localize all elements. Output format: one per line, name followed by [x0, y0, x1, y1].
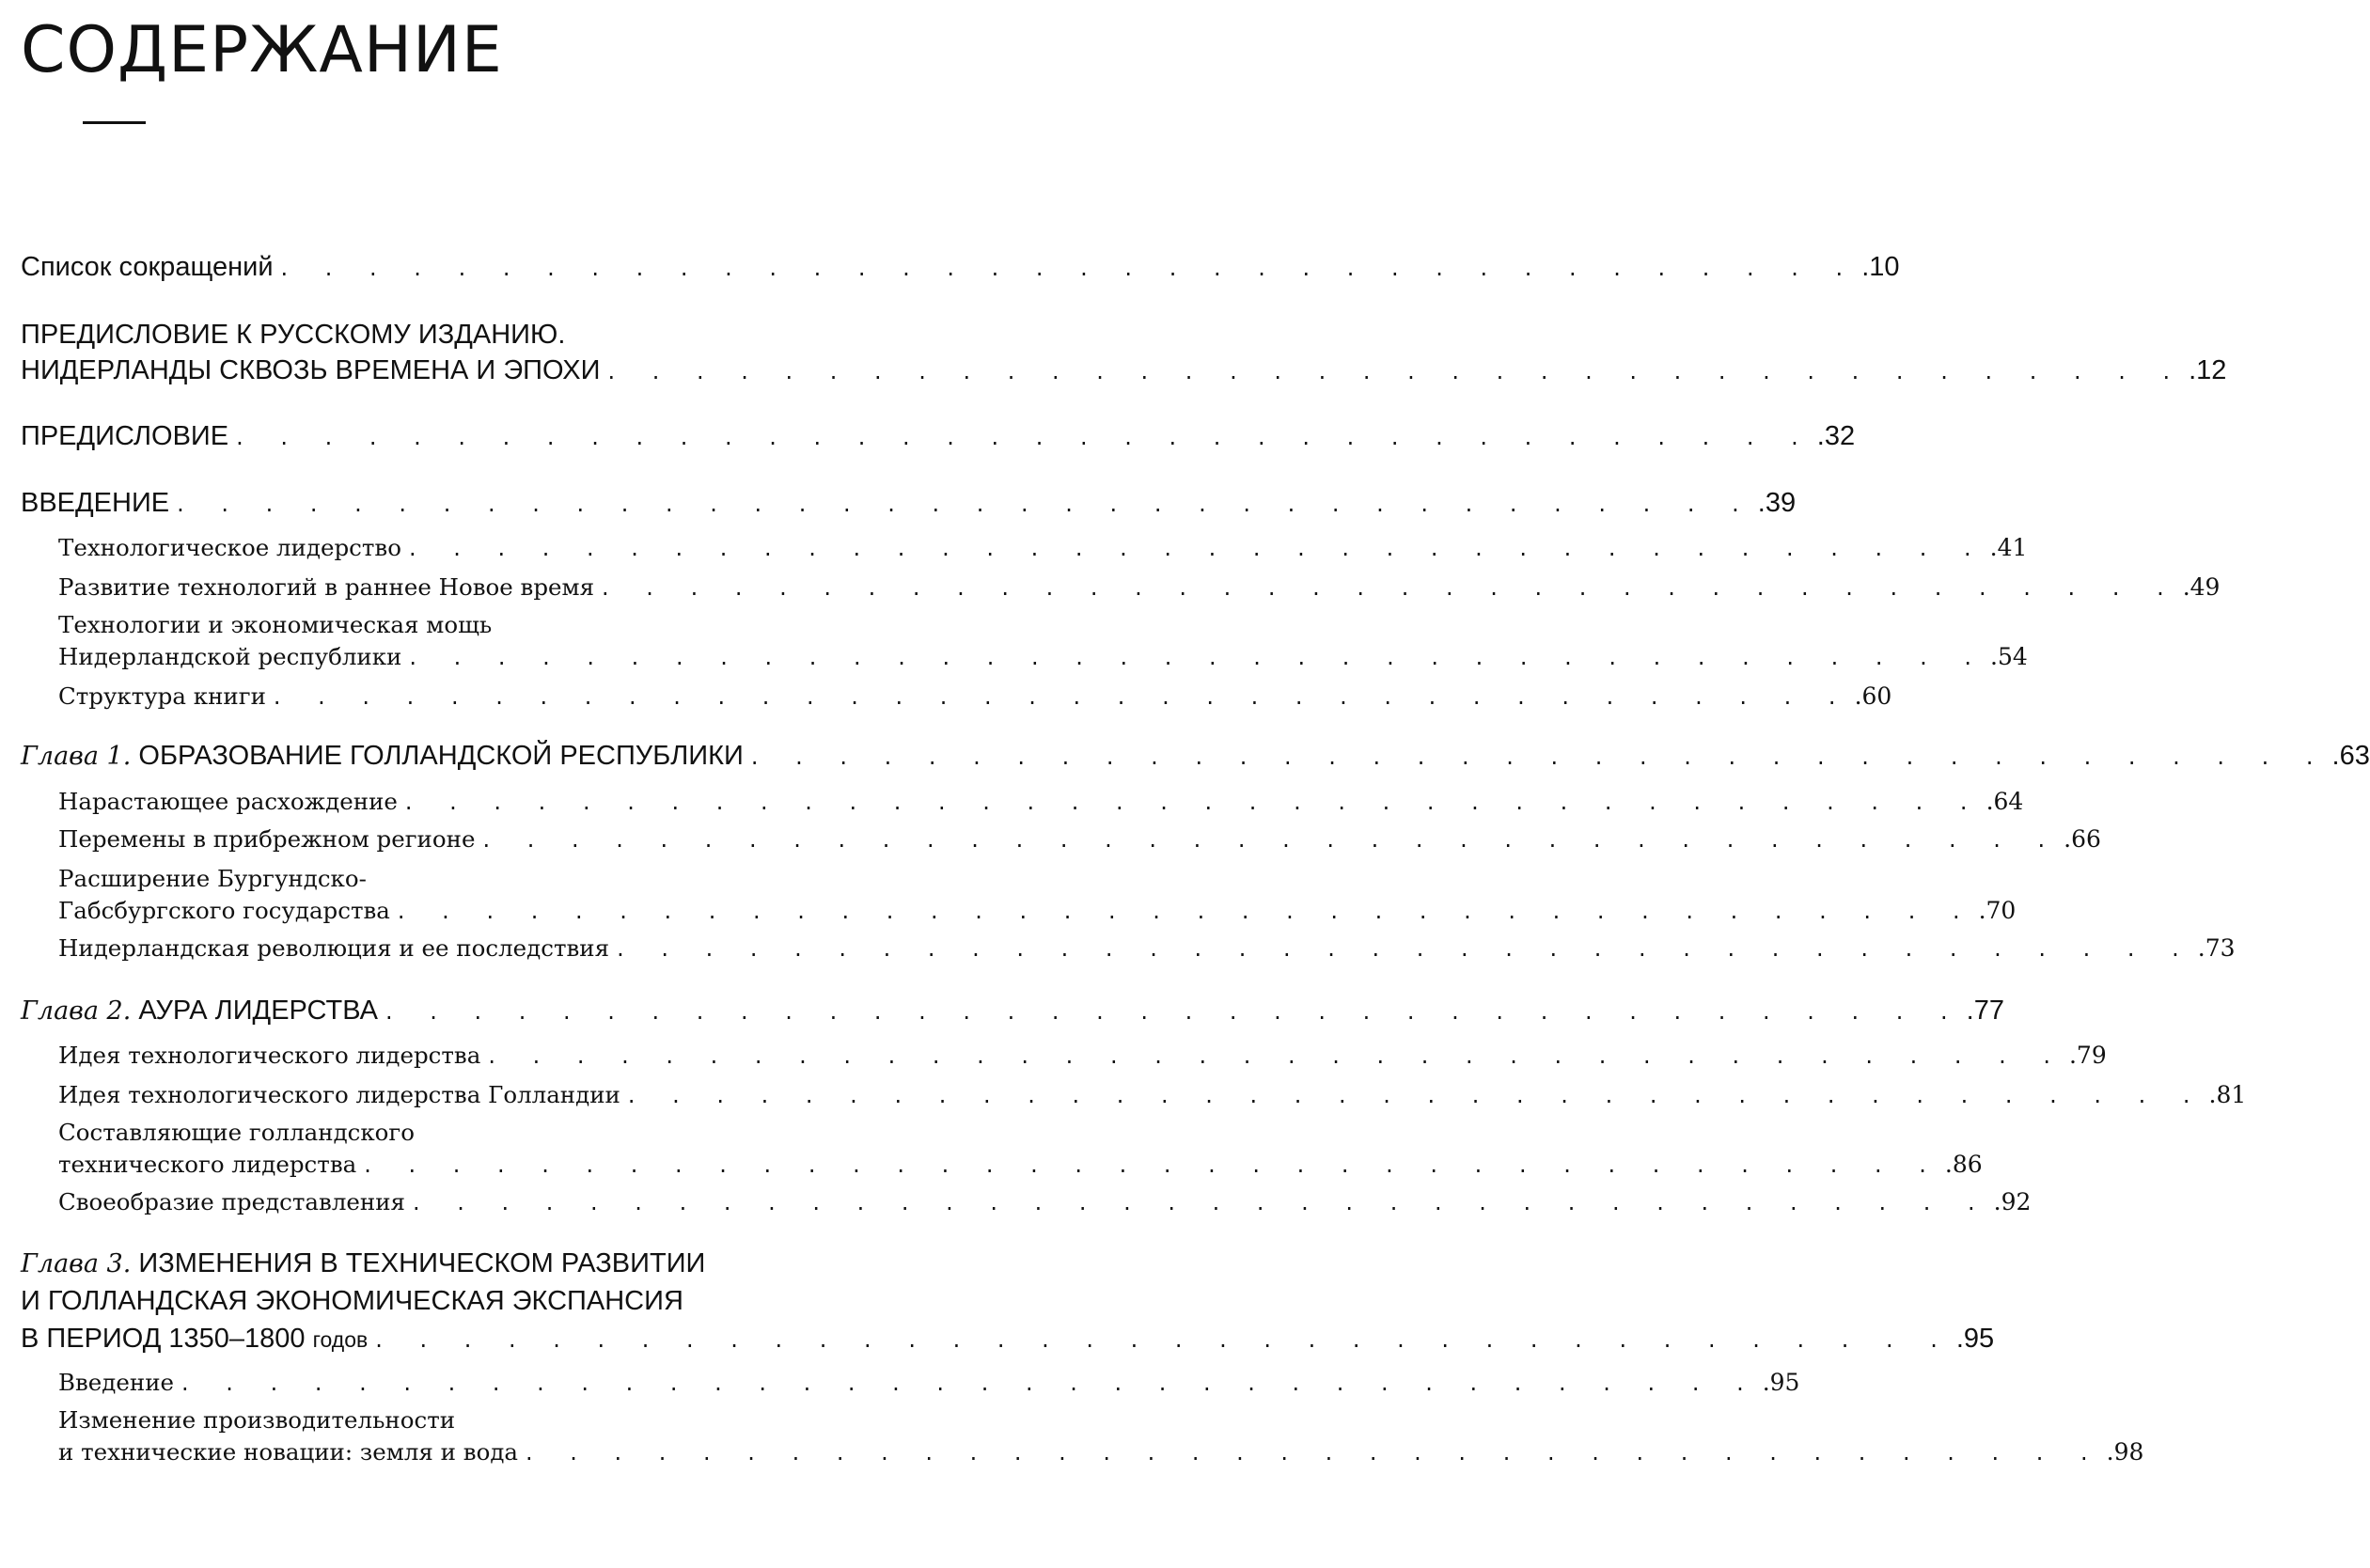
toc-entry-label	[21, 1248, 705, 1279]
toc-subentry[interactable]	[58, 1188, 2032, 1215]
page-number: .12	[2189, 355, 2227, 385]
toc-subentry[interactable]	[58, 1369, 1800, 1396]
page-number: .95	[1762, 1369, 1800, 1396]
dot-leader: . . . . . . . . . . . . . . . . . . . . . . . . . . . . . . . . . . . .	[280, 255, 1859, 281]
toc-subentry-label: Габсбургского государства	[58, 897, 390, 924]
toc-subentry[interactable]	[58, 643, 2028, 670]
dot-leader: . . . . . . . . . . . . . . . . . . . . . . . . . . . . . . . . . . . .	[602, 574, 2179, 601]
toc-entry-preface[interactable]	[21, 421, 1856, 452]
toc-subentry-label: Нидерландской республики	[58, 643, 402, 670]
dot-leader: . . . . . . . . . . . . . . . . . . . . . . . . . . . . . . . . . . . .	[607, 358, 2186, 384]
toc-subentry-label: Введение	[58, 1369, 175, 1396]
dot-leader: . . . . . . . . . . . . . . . . . . . . . . . . . . . . . . . . . . . .	[617, 935, 2194, 962]
toc-subentry-label: Развитие технологий в раннее Новое время	[58, 573, 595, 601]
toc-subentry-label: Перемены в прибрежном регионе	[58, 825, 476, 853]
toc-entry-chapter-3[interactable]	[21, 1324, 1995, 1355]
page-number: .92	[1993, 1188, 2032, 1215]
dot-leader: . . . . . . . . . . . . . . . . . . . . . . . . . . . . . . . . . . . .	[408, 535, 1986, 561]
toc-entry-chapter-1[interactable]	[21, 741, 2370, 772]
toc-entry-abbreviations[interactable]	[21, 252, 1900, 283]
chapter-prefix: Глава 1.	[21, 742, 132, 771]
toc-subentry-label: Составляющие голландского	[58, 1119, 416, 1146]
page-number: .60	[1854, 682, 1892, 710]
page-number: .32	[1816, 421, 1856, 451]
dot-leader: . . . . . . . . . . . . . . . . . . . . . . . . . . . . . . . . . . . .	[385, 998, 1963, 1025]
toc-subentry-line1[interactable]	[58, 1119, 861, 1146]
dot-leader: . . . . . . . . . . . . . . . . . . . . . . . . . . . . . . . . . . . .	[488, 1043, 2065, 1069]
toc-subentry-label: Расширение Бургундско-	[58, 865, 367, 892]
toc-subentry[interactable]	[58, 825, 2101, 853]
toc-subentry-line1[interactable]	[58, 1406, 861, 1434]
title-underline	[83, 121, 146, 124]
dot-leader: . . . . . . . . . . . . . . . . . . . . . . . . . . . . . . . . . . . .	[364, 1152, 1941, 1178]
page-number: .73	[2197, 934, 2236, 962]
toc-subentry-label: технического лидерства	[58, 1151, 357, 1178]
chapter-title-suffix: годов	[312, 1327, 369, 1352]
toc-entry-label: Список сокращений	[21, 252, 274, 282]
dot-leader: . . . . . . . . . . . . . . . . . . . . . . . . . . . . . . . . . . . .	[181, 1370, 1759, 1396]
page-number: .49	[2182, 573, 2221, 601]
toc-subentry-label: Изменение производительности	[58, 1406, 456, 1434]
toc-entry-chapter-3-line1[interactable]	[21, 1248, 861, 1279]
chapter-prefix: Глава 3.	[21, 1249, 132, 1278]
chapter-title: ИЗМЕНЕНИЯ В ТЕХНИЧЕСКОМ РАЗВИТИИ	[138, 1248, 706, 1278]
toc-subentry[interactable]	[58, 573, 2221, 601]
page-number: .79	[2068, 1042, 2107, 1069]
toc-entry-preface-ru[interactable]	[21, 355, 2227, 386]
chapter-title: В ПЕРИОД 1350–1800	[21, 1324, 306, 1354]
toc-subentry[interactable]	[58, 934, 2236, 962]
toc-subentry-label: Своеобразие представления	[58, 1188, 406, 1215]
chapter-title: ОБРАЗОВАНИЕ ГОЛЛАНДСКОЙ РЕСПУБЛИКИ	[138, 741, 744, 771]
dot-leader: . . . . . . . . . . . . . . . . . . . . . . . . . . . . . . . . . . . .	[404, 789, 1983, 815]
toc-entry-chapter-2[interactable]	[21, 996, 2004, 1027]
page-number: .98	[2106, 1438, 2144, 1466]
dot-leader: . . . . . . . . . . . . . . . . . . . . . . . . . . . . . . . . . . . .	[273, 683, 1851, 710]
page-number: .54	[1990, 643, 2028, 670]
page-number: .77	[1966, 996, 2004, 1026]
toc-subentry-label: Структура книги	[58, 682, 266, 710]
toc-subentry-label: Технологии и экономическая мощь	[58, 611, 493, 638]
toc-entry-label	[21, 741, 744, 772]
page-number: .41	[1989, 534, 2028, 561]
dot-leader: . . . . . . . . . . . . . . . . . . . . . . . . . . . . . . . . . . . .	[526, 1439, 2103, 1466]
chapter-title: АУРА ЛИДЕРСТВА	[138, 996, 378, 1026]
toc-entry-label: ПРЕДИСЛОВИЕ К РУССКОМУ ИЗДАНИЮ.	[21, 320, 566, 350]
chapter-title: И ГОЛЛАНДСКАЯ ЭКОНОМИЧЕСКАЯ ЭКСПАНСИЯ	[21, 1286, 683, 1316]
page-number: .95	[1955, 1324, 1995, 1354]
toc-subentry[interactable]	[58, 1438, 2144, 1466]
toc-subentry-label: Нарастающее расхождение	[58, 788, 398, 815]
page-number: .39	[1757, 488, 1797, 518]
toc-subentry[interactable]	[58, 1151, 1983, 1178]
toc-subentry[interactable]	[58, 788, 2024, 815]
dot-leader: . . . . . . . . . . . . . . . . . . . . . . . . . . . . . . . . . . . .	[397, 898, 1975, 924]
toc-subentry-label: Идея технологического лидерства	[58, 1042, 481, 1069]
toc-subentry[interactable]	[58, 534, 2028, 561]
toc-entry-chapter-3-line2[interactable]	[21, 1286, 861, 1317]
toc-subentry-line1[interactable]	[58, 611, 861, 638]
page-number: .86	[1944, 1151, 1983, 1178]
toc-subentry[interactable]	[58, 1081, 2247, 1108]
page-number: .10	[1861, 252, 1900, 282]
toc-entry-label	[21, 1324, 368, 1355]
toc-subentry-label: Технологическое лидерство	[58, 534, 401, 561]
page-number: .64	[1985, 788, 2024, 815]
toc-subentry-label: Идея технологического лидерства Голландии	[58, 1081, 620, 1108]
page-number: .81	[2208, 1081, 2247, 1108]
page-title: СОДЕРЖАНИЕ	[21, 13, 503, 87]
dot-leader: . . . . . . . . . . . . . . . . . . . . . . . . . . . . . . . . . . . .	[375, 1326, 1953, 1353]
toc-subentry-label: и технические новации: земля и вода	[58, 1438, 519, 1466]
page-number: .63	[2331, 741, 2370, 771]
toc-subentry[interactable]	[58, 1042, 2107, 1069]
toc-entry-label: НИДЕРЛАНДЫ СКВОЗЬ ВРЕМЕНА И ЭПОХИ	[21, 355, 601, 385]
dot-leader: . . . . . . . . . . . . . . . . . . . . . . . . . . . . . . . . . . . .	[750, 744, 2329, 770]
toc-entry-label: ПРЕДИСЛОВИЕ	[21, 421, 229, 451]
toc-entry-preface-ru-line1[interactable]	[21, 320, 861, 351]
dot-leader: . . . . . . . . . . . . . . . . . . . . . . . . . . . . . . . . . . . .	[627, 1082, 2205, 1108]
toc-entry-label: ВВЕДЕНИЕ	[21, 488, 170, 518]
page-number: .70	[1978, 897, 2017, 924]
toc-entry-label	[21, 996, 378, 1027]
dot-leader: . . . . . . . . . . . . . . . . . . . . . . . . . . . . . . . . . . . .	[236, 424, 1813, 450]
page-number: .66	[2064, 825, 2101, 853]
dot-leader: . . . . . . . . . . . . . . . . . . . . . . . . . . . . . . . . . . . .	[482, 826, 2061, 853]
dot-leader: . . . . . . . . . . . . . . . . . . . . . . . . . . . . . . . . . . . .	[409, 644, 1987, 670]
toc-subentry-label: Нидерландская революция и ее последствия	[58, 934, 610, 962]
toc-subentry[interactable]	[58, 897, 2017, 924]
toc-subentry[interactable]	[58, 682, 1892, 710]
toc-subentry-line1[interactable]	[58, 865, 861, 892]
dot-leader: . . . . . . . . . . . . . . . . . . . . . . . . . . . . . . . . . . . .	[413, 1189, 1990, 1215]
dot-leader: . . . . . . . . . . . . . . . . . . . . . . . . . . . . . . . . . . . .	[177, 491, 1754, 517]
chapter-prefix: Глава 2.	[21, 996, 132, 1026]
toc-entry-introduction[interactable]	[21, 488, 1797, 519]
